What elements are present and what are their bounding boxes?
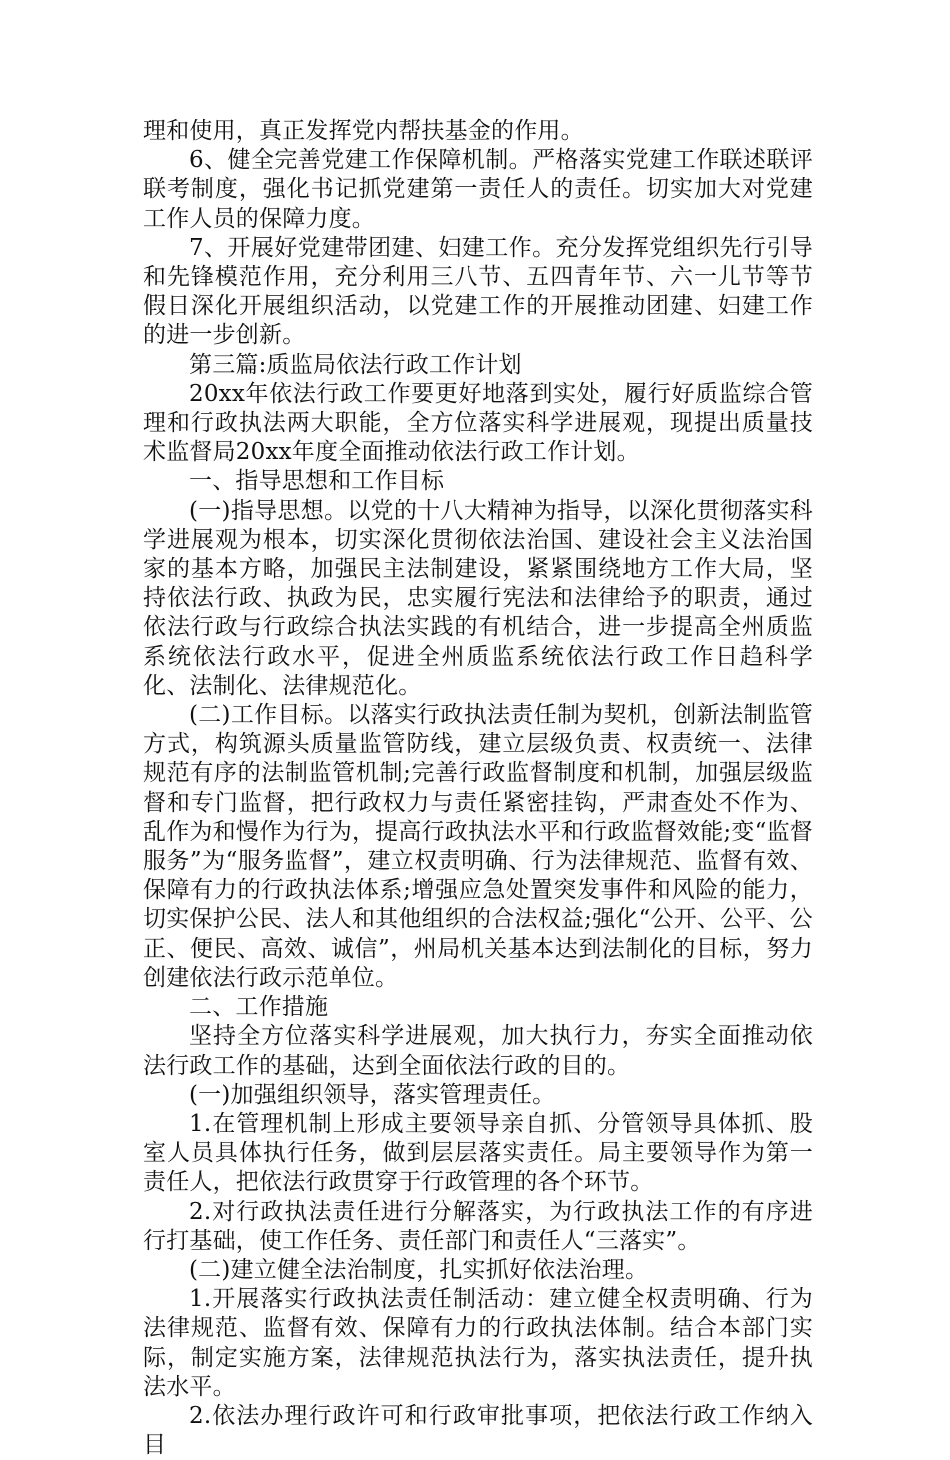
document-page	[143, 117, 813, 1460]
heading-work-measures: 二、工作措施	[189, 994, 329, 1021]
paragraph-2: 6、健全完善党建工作保障机制。严格落实党建工作联述联评联考制度，强化书记抓党建第一责任人的责任。切实加大对党建工作人员的保障力度。	[143, 147, 813, 232]
paragraph-7: (一)指导思想。以党的十八大精神为指导，以深化贯彻落实科学进展观为根本，切实深化贯彻依法治国、建设社会主义法治国家的基本方略，加强民主法制建设，紧紧围绕地方工作大局，坚持依法行政、执政为民，忠实履行宪法和法律给予的职责，通过依法行政与行政综合执法实践的有机结合，进一步提高全州质监系统依法行政水平，促进全州质监系统依法行政工作日趋科学化、法制化、法律规范化。	[143, 497, 813, 699]
subheading-2: (二)建立健全法治制度，扎实抓好依法治理。	[189, 1256, 649, 1283]
section-title: 第三篇:质监局依法行政工作计划	[189, 351, 522, 378]
paragraph-10: 坚持全方位落实科学进展观，加大执行力，夯实全面推动依法行政工作的基础，达到全面依法行政的目的。	[143, 1023, 813, 1079]
paragraph-1: 理和使用，真正发挥党内帮扶基金的作用。	[143, 118, 584, 144]
paragraph-8: (二)工作目标。以落实行政执法责任制为契机，创新法制监管方式，构筑源头质量监管防线，建立层级负责、权责统一、法律规范有序的法制监管机制;完善行政监督制度和机制，加强层级监督和专门监督，把行政权力与责任紧密挂钩，严肃查处不作为、乱作为和慢作为行为，提高行政执法水平和行政监督效能;变“监督服务”为“服务监督”，建立权责明确、行为法律规范、监督有效、保障有力的行政执法体系;增强应急处置突发事件和风险的能力，切实保护公民、法人和其他组织的合法权益;强化“公开、公平、公正、便民、高效、诚信”，州局机关基本达到法制化的目标，努力创建依法行政示范单位。	[143, 702, 813, 991]
paragraph-13: 2.对行政执法责任进行分解落实，为行政执法工作的有序进行打基础，使工作任务、责任部门和责任人“三落实”。	[143, 1198, 813, 1254]
paragraph-16: 2.依法办理行政许可和行政审批事项，把依法行政工作纳入目	[143, 1402, 813, 1459]
subheading-1: (一)加强组织领导，落实管理责任。	[189, 1081, 556, 1108]
heading-guiding-thoughts: 一、指导思想和工作目标	[189, 468, 445, 495]
paragraph-15: 1.开展落实行政执法责任制活动：建立健全权责明确、行为法律规范、监督有效、保障有力的行政执法体制。结合本部门实际，制定实施方案，法律规范执法行为，落实执法责任，提升执法水平。	[143, 1286, 813, 1400]
paragraph-12: 1.在管理机制上形成主要领导亲自抓、分管领导具体抓、股室人员具体执行任务，做到层层落实责任。局主要领导作为第一责任人，把依法行政贯穿于行政管理的各个环节。	[143, 1110, 813, 1196]
paragraph-5: 20xx年依法行政工作要更好地落到实处，履行好质监综合管理和行政执法两大职能，全方位落实科学进展观，现提出质量技术监督局20xx年度全面推动依法行政工作计划。	[143, 380, 813, 466]
paragraph-3: 7、开展好党建带团建、妇建工作。充分发挥党组织先行引导和先锋模范作用，充分利用三八节、五四青年节、六一儿节等节假日深化开展组织活动，以党建工作的开展推动团建、妇建工作的进一步创新。	[143, 234, 813, 349]
